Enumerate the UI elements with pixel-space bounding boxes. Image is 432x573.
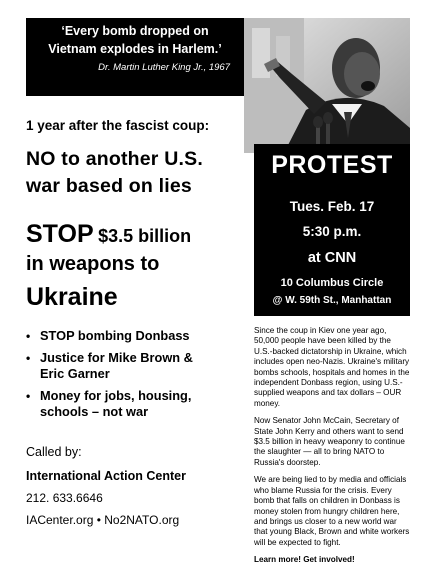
protest-date: Tues. Feb. 17 [289, 199, 375, 214]
no-war-headline-line-1: NO to another U.S. [26, 148, 203, 170]
bullet-icon: • [26, 389, 31, 403]
protest-place: at CNN [307, 250, 357, 266]
body-paragraph-3: We are being lied to by media and officials who blame Russia for the crisis. Every bomb that falls on children in Donbass is money stolen from hungry children here, and brings us closer to a new world war that young Black, Brown and white workers will be expected to fight. [254, 475, 410, 547]
speaker-photo [244, 18, 410, 153]
organizer-phone: 212. 633.6646 [26, 491, 103, 505]
list-item [26, 350, 241, 382]
ukraine-headline: Ukraine [26, 283, 118, 311]
protest-title: PROTEST [271, 151, 393, 179]
stop-amount: $3.5 billion [98, 226, 192, 246]
body-text [254, 326, 410, 573]
speaker-photo-illustration [244, 18, 410, 153]
organizer-websites: IACenter.org • No2NATO.org [26, 513, 180, 527]
list-item [26, 328, 241, 344]
protest-address-line-2: @ W. 59th St., Manhattan [272, 295, 392, 306]
body-paragraph-1: Since the coup in Kiev one year ago, 50,000 people have been killed by the U.S.-backed dictatorship in Ukraine, which includes open neo-Nazis. Ukraine's military bombs schools, hospitals and homes in the independent Donbass region, using U.S.-supplied weapons and tax dollars – OUR money. [254, 326, 410, 408]
bullet-icon: • [26, 329, 31, 343]
demands-list [26, 328, 241, 426]
organizer-name: International Action Center [26, 469, 186, 483]
protest-time: 5:30 p.m. [302, 224, 362, 239]
list-item-line-2: schools – not war [40, 404, 149, 419]
quote-attribution: Dr. Martin Luther King Jr., 1967 [98, 62, 230, 73]
list-item-line-2: Eric Garner [40, 366, 110, 381]
called-by-label: Called by: [26, 445, 82, 459]
list-item-line-1: STOP bombing Donbass [40, 328, 190, 343]
bullet-icon: • [26, 351, 31, 365]
protest-address-line-1: 10 Columbus Circle [280, 277, 384, 289]
quote-box [26, 18, 244, 96]
list-item-line-1: Justice for Mike Brown & [40, 350, 193, 365]
list-item [26, 388, 241, 420]
list-item-line-1: Money for jobs, housing, [40, 388, 192, 403]
body-paragraph-2: Now Senator John McCain, Secretary of State John Kerry and others want to send $3.5 billion in heavy weaponry to continue the slaughter — all to bring NATO to Russia's doorstep. [254, 416, 405, 467]
quote-line-1: ‘Every bomb dropped on [61, 24, 209, 38]
learn-more-line: Learn more! Get involved! [254, 555, 355, 565]
coup-anniversary-line: 1 year after the fascist coup: [26, 118, 210, 133]
weapons-headline: in weapons to [26, 253, 160, 275]
stop-word: STOP [26, 220, 94, 248]
no-war-headline-line-2: war based on lies [26, 175, 192, 197]
stop-headline [26, 220, 191, 249]
protest-box [254, 144, 410, 316]
quote-line-2: Vietnam explodes in Harlem.’ [48, 42, 222, 56]
